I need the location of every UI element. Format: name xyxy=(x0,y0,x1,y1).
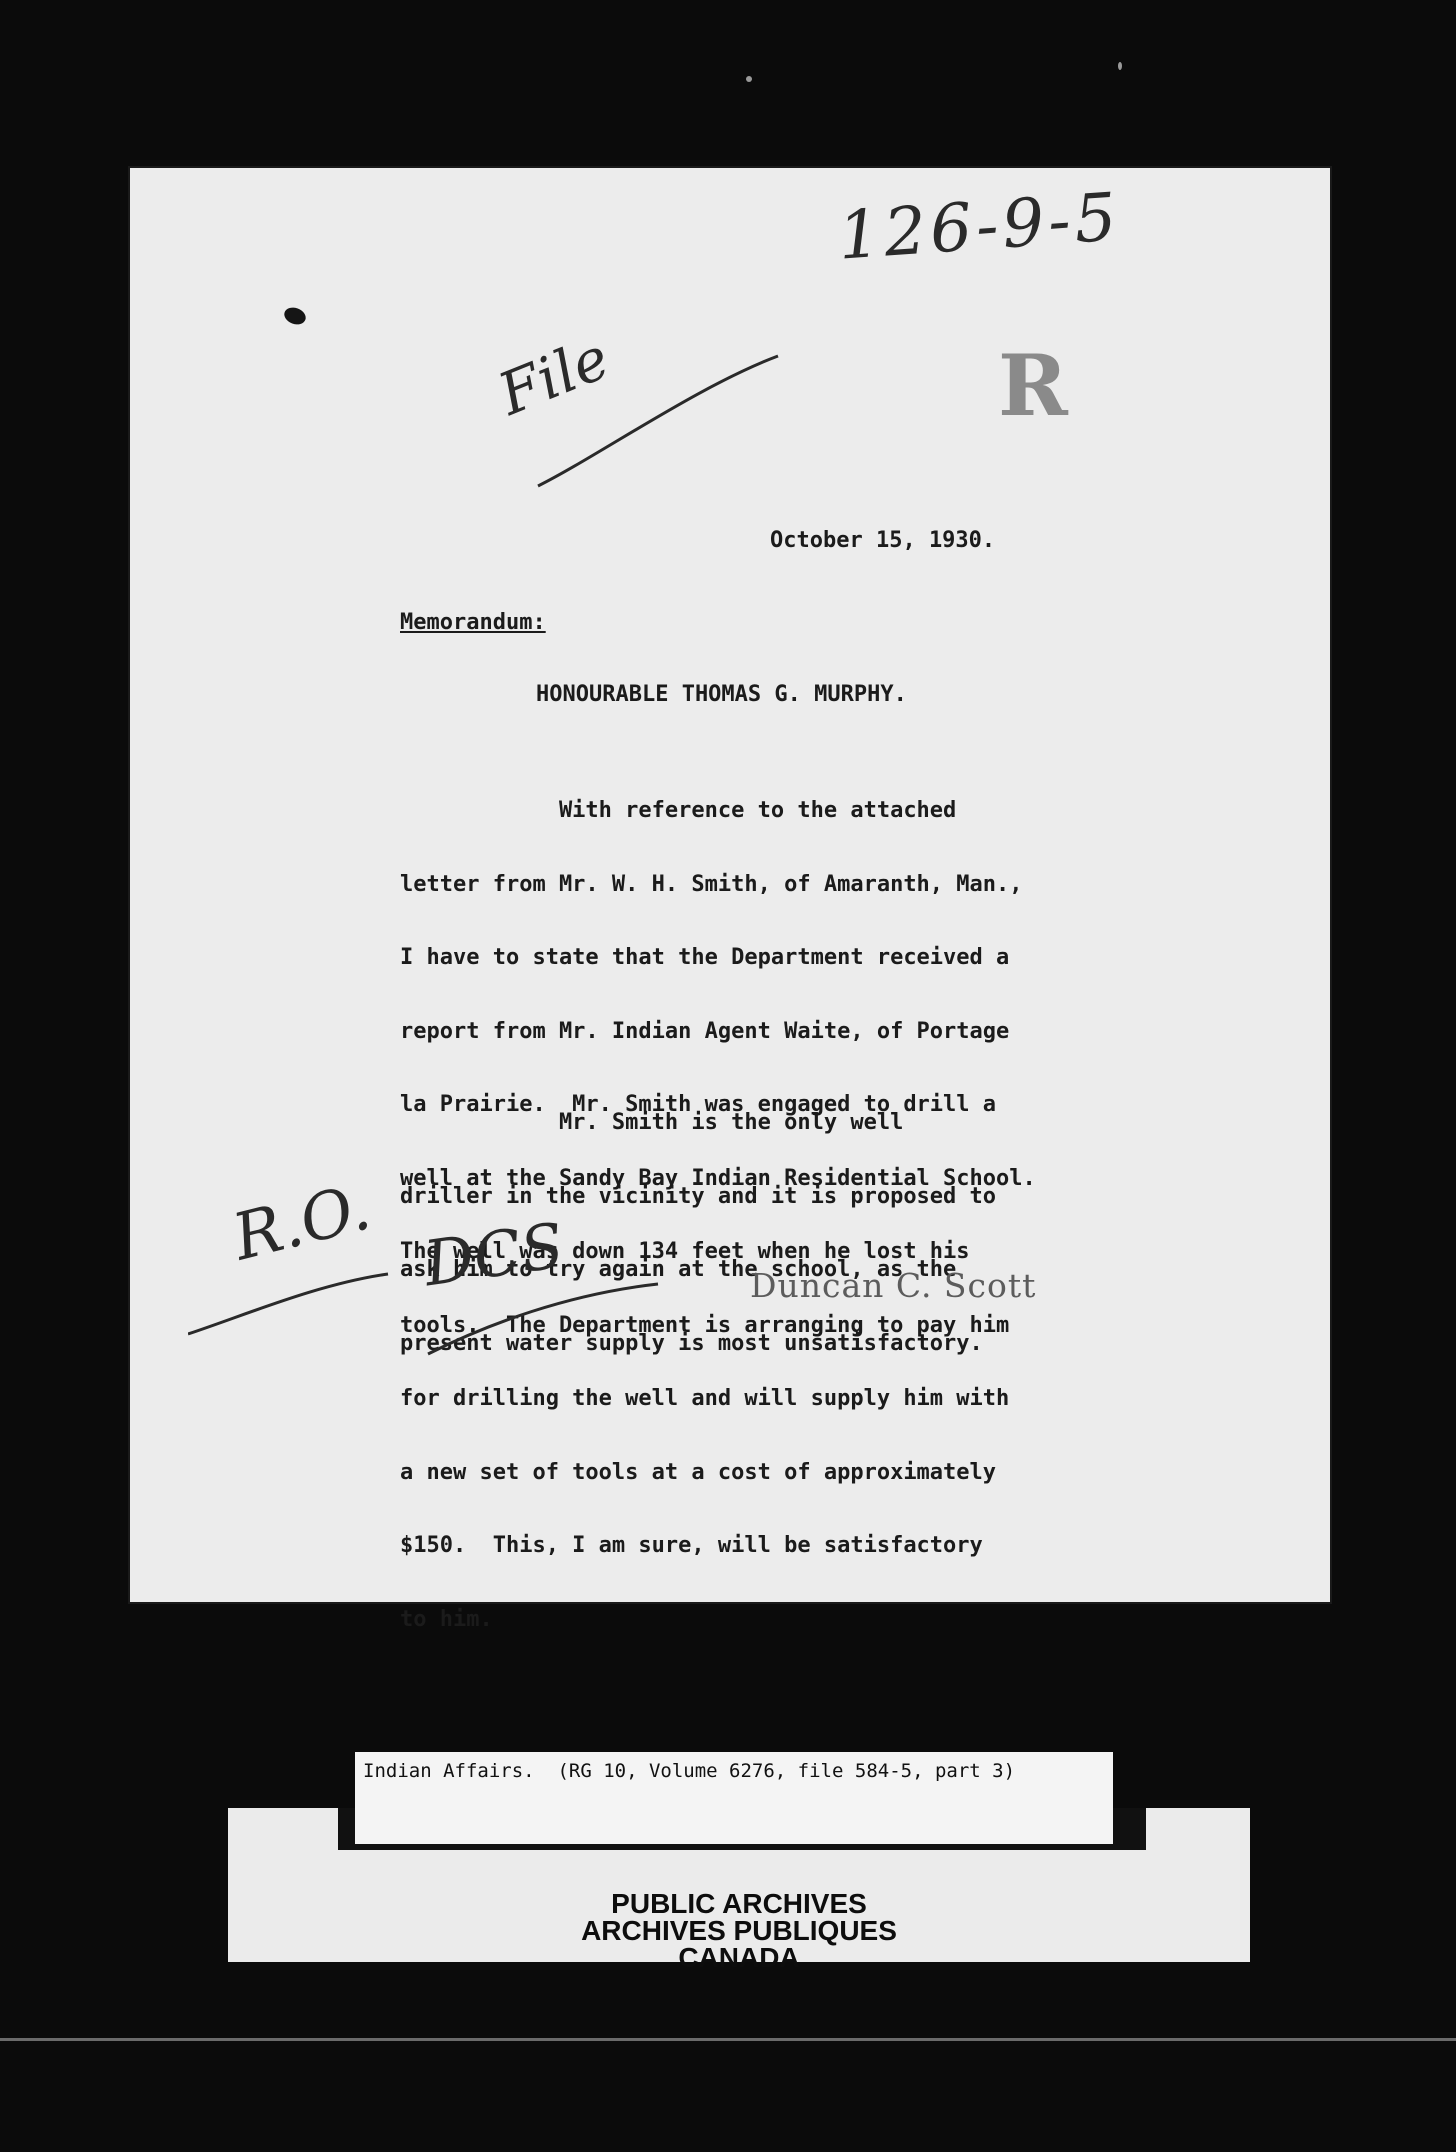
paragraph-line: tools. The Department is arranging to pay him xyxy=(400,1312,1010,1338)
signature-stamp: Duncan C. Scott xyxy=(750,1266,1037,1305)
memorandum-page xyxy=(128,166,1332,1632)
paragraph-line: Mr. Smith is the only well xyxy=(400,1110,904,1135)
paragraph-line: The well was down 134 feet when he lost his xyxy=(400,1239,970,1264)
paragraph-line: With reference to the attached xyxy=(400,798,957,823)
reference-label xyxy=(355,1752,1113,1844)
archives-line-1: PUBLIC ARCHIVES xyxy=(611,1888,867,1919)
archives-stamp xyxy=(228,1890,1250,1971)
paragraph-line: to him. xyxy=(400,1606,493,1632)
paragraph-line: for drilling the well and will supply him with xyxy=(400,1386,1010,1411)
initials-handwritten-2: DCS xyxy=(419,1208,569,1301)
film-speck xyxy=(746,76,752,82)
film-speck xyxy=(1118,62,1122,70)
paragraph-line: $150. This, I am sure, will be satisfactory xyxy=(400,1533,983,1558)
paragraph-line: well at the Sandy Bay Indian Residential School. xyxy=(400,1165,1036,1191)
paragraph-line: ask him to try again at the school, as the xyxy=(400,1257,957,1282)
paragraph-line: present water supply is most unsatisfactory. xyxy=(400,1330,983,1356)
archives-line-3: CANADA xyxy=(678,1942,800,1973)
memo-heading: Memorandum: xyxy=(400,610,546,635)
archival-reference: Indian Affairs. (RG 10, Volume 6276, file 584-5, part 3) xyxy=(363,1760,1016,1782)
paragraph-line: I have to state that the Department received a xyxy=(400,945,1010,970)
file-number-handwritten: 126-9-5 xyxy=(835,178,1123,275)
paragraph-line: la Prairie. Mr. Smith was engaged to drill a xyxy=(400,1092,997,1117)
file-note-stroke xyxy=(528,346,788,496)
initials-handwritten-1: R.O. xyxy=(226,1170,378,1276)
initials-underline xyxy=(188,1214,708,1364)
received-stamp: R xyxy=(998,336,1068,435)
memo-addressee: HONOURABLE THOMAS G. MURPHY. xyxy=(536,682,907,707)
paragraph-line: a new set of tools at a cost of approximately xyxy=(400,1459,997,1485)
film-edge-line xyxy=(0,2038,1456,2041)
paragraph-line: letter from Mr. W. H. Smith, of Amaranth, Man., xyxy=(400,871,1023,897)
paragraph-line: report from Mr. Indian Agent Waite, of Portage xyxy=(400,1018,1010,1044)
memo-date: October 15, 1930. xyxy=(770,528,996,553)
ink-blot xyxy=(282,305,308,328)
file-note-handwritten: File xyxy=(489,323,619,429)
archives-line-2: ARCHIVES PUBLIQUES xyxy=(581,1915,897,1946)
paragraph-line: driller in the vicinity and it is proposed to xyxy=(400,1183,997,1209)
